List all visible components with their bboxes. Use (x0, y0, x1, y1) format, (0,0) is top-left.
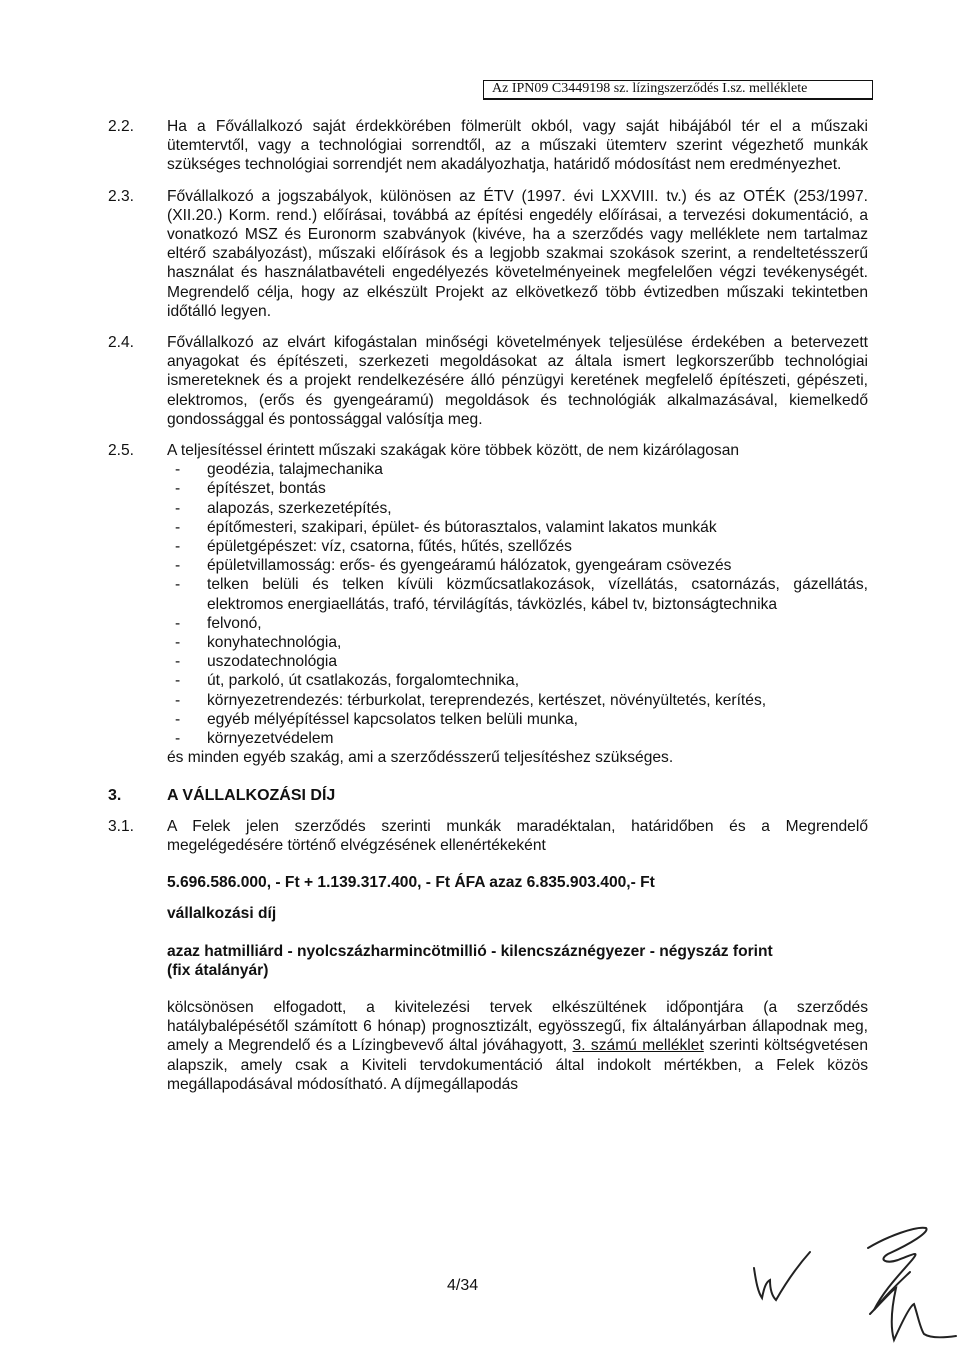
discipline-list (167, 460, 868, 748)
list-item: - uszodatechnológia (167, 652, 868, 671)
section-2-2 (108, 117, 868, 175)
list-item: - környezetvédelem (167, 729, 868, 748)
text-before-link: kölcsönösen elfogadott, a kivitelezési tervek elkészültének időpontjára (a szerződés hatálybalépésétől számított 6 hónap) prognosztizált, egyösszegű, fix általányárban állapodnak meg, amely a Megrendelő és a Lízingbevevő által jóváhagyott, (167, 998, 868, 1055)
page-number: 4/34 (447, 1277, 479, 1294)
list-item: - környezetrendezés: térburkolat, tereprendezés, kertészet, növényültetés, kerítés, (167, 691, 868, 710)
amount-label: vállalkozási díj (167, 905, 277, 923)
section-text: Fővállalkozó az elvárt kifogástalan minőségi követelmények teljesülése érdekében a betervezett anyagokat és építészeti, szerkezeti megoldásokat az általa ismert legkorszerűbb technológiai ismereteknek és a projekt rendelkezésére álló pénzügyi keretének megfelelő építészeti, gépészeti, elektromos, (erős és gyengeáramú) megoldások és technológiák alkalmazásával, kiemelkedő gondossággal és pontossággal valósítja meg. (167, 334, 868, 428)
section-title: A VÁLLALKOZÁSI DÍJ (167, 786, 336, 804)
list-item: - épületgépészet: víz, csatorna, fűtés, hűtés, szellőzés (167, 537, 868, 556)
signature-initials-mark (754, 1252, 810, 1300)
annex-label: Az IPN09 C3449198 sz. lízingszerződés I.sz. melléklete (492, 81, 808, 96)
list-item: - egyéb mélyépítéssel kapcsolatos telken belüli munka, (167, 710, 868, 729)
list-item: - építőmesteri, szakipari, épület- és bútorasztalos, valamint lakatos munkák (167, 518, 868, 537)
amount-in-words: azaz hatmilliárd - nyolcszázharmincötmillió - kilencszáznégyezer - négyszáz forint (167, 942, 773, 960)
annex-3-link[interactable]: 3. számú melléklet (572, 1037, 704, 1055)
section-number: 2.4. (108, 334, 135, 352)
list-item: - geodézia, talajmechanika (167, 460, 868, 479)
signature-loop-mark (868, 1228, 927, 1310)
section-closing: és minden egyéb szakág, ami a szerződésszerű teljesítéshez szükséges. (167, 749, 674, 767)
section-intro: A Felek jelen szerződés szerinti munkák maradéktalan, határidőben és a Megrendelő megelégedésére történő elvégzésének ellenértékeként (167, 817, 868, 854)
text-after-link: szerinti költségvetésen alapszik, amely csak a Kiviteli tervdokumentáció által indokolt mértékben, a Felek közös megállapodásával módosítható. A díjmegállapodás (167, 1037, 869, 1093)
section-text (167, 998, 868, 1094)
section-2-3 (108, 187, 868, 321)
document-body (108, 117, 868, 1094)
section-3 (108, 786, 868, 805)
section-2-4 (108, 333, 868, 429)
section-text: Fővállalkozó a jogszabályok, különösen az ÉTV (1997. évi LXXVIII. tv.) és az OTÉK (253/1997. (XII.20.) Korm. rend.) előírásai, továbbá az építési engedély előírásai, a tervezési dokumentáció, a vonatkozó MSZ és Euronorm szabványok (kivéve, ha a szerződés vagy melléklete nem tartalmaz eltérő szabályozást), műszaki előírások és a legjobb szakmai szokások szerint, a rendeltetésszerű használat és használatbavételi engedélyezés követelményeinek megfelelően végzi tevékenységét. Megrendelő célja, hogy az elkészült Projekt az elkövetkező több évtizedben műszaki tekintetben időtálló legyen. (167, 187, 868, 320)
annex-header-box (483, 80, 873, 100)
section-3-1 (108, 817, 868, 1094)
list-item: - felvonó, (167, 614, 868, 633)
section-number: 3. (108, 786, 122, 804)
section-text: Ha a Fővállalkozó saját érdekkörében fölmerült okból, vagy saját hibájából tér el a műszaki ütemtervtől, vagy a technológiai sorrendtől, az a műszaki ütemterv szerint végezhető munkák szükséges technológiai sorrendjét nem akadályozhatja, határidő módosítást nem eredményezhet. (167, 118, 868, 174)
section-2-5 (108, 441, 868, 767)
contract-amount: 5.696.586.000, - Ft + 1.139.317.400, - Ft ÁFA azaz 6.835.903.400,- Ft (167, 874, 655, 892)
list-item: - telken belüli és telken kívüli közműcsatlakozások, vízellátás, csatornázás, gázellátás, elektromos energiaellátás, trafó, térvilágítás, távközlés, kábel tv, biztonságtechnika (167, 575, 868, 613)
list-item: - építészet, bontás (167, 479, 868, 498)
section-number: 3.1. (108, 817, 135, 835)
list-item: - alapozás, szerkezetépítés, (167, 499, 868, 518)
price-type: (fix átalányár) (167, 961, 269, 979)
handwritten-signatures (720, 1210, 960, 1358)
list-item: - út, parkoló, út csatlakozás, forgalomtechnika, (167, 671, 868, 690)
list-item: - konyhatechnológia, (167, 633, 868, 652)
section-number: 2.5. (108, 442, 135, 460)
list-item: - épületvillamosság: erős- és gyengeáramú hálózatok, gyengeáram csövezés (167, 556, 868, 575)
section-number: 2.2. (108, 118, 135, 135)
section-number: 2.3. (108, 187, 135, 205)
section-intro: A teljesítéssel érintett műszaki szakágak köre többek között, de nem kizárólagosan (167, 442, 740, 460)
